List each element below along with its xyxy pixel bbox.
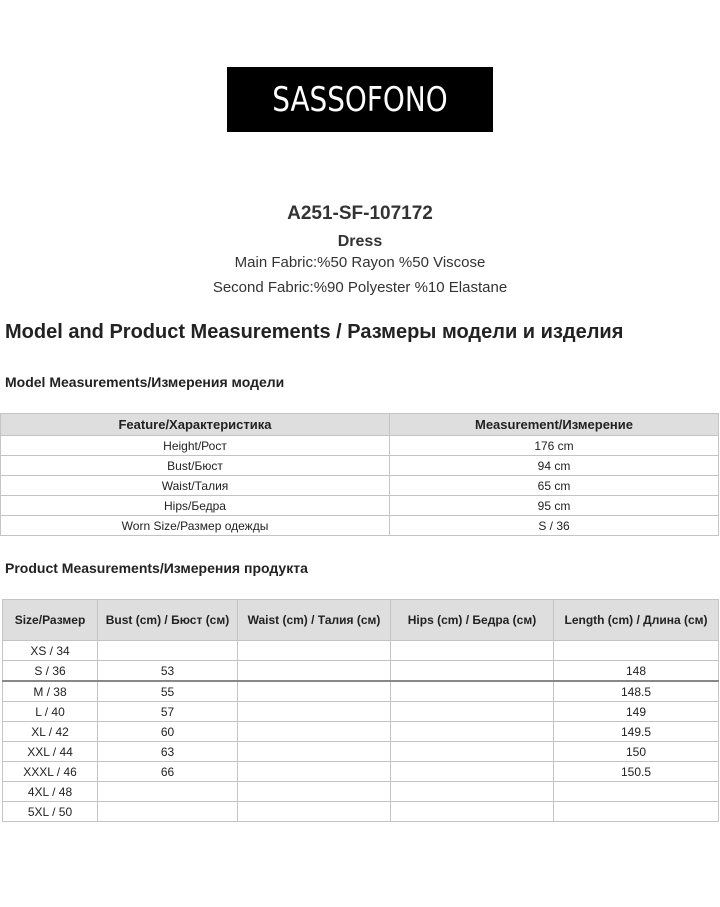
table-cell <box>391 742 554 762</box>
table-cell: 53 <box>98 661 238 682</box>
table-cell: 57 <box>98 702 238 722</box>
table-cell: 149 <box>554 702 719 722</box>
table-cell: 150.5 <box>554 762 719 782</box>
table-row <box>3 702 719 722</box>
column-header: Measurement/Измерение <box>390 414 719 436</box>
brand-logo-text: SASSOFONO <box>272 79 448 120</box>
table-header-row <box>1 414 719 436</box>
column-header: Size/Размер <box>3 600 98 641</box>
table-row <box>3 641 719 661</box>
table-cell <box>391 702 554 722</box>
table-cell: 148 <box>554 661 719 682</box>
table-cell <box>391 762 554 782</box>
table-cell <box>238 641 391 661</box>
column-header: Waist (cm) / Талия (см) <box>238 600 391 641</box>
table-cell <box>98 782 238 802</box>
table-cell: XL / 42 <box>3 722 98 742</box>
table-cell <box>391 782 554 802</box>
table-cell: Hips/Бедра <box>1 496 390 516</box>
table-cell: 65 cm <box>390 476 719 496</box>
table-cell <box>238 702 391 722</box>
table-cell: 55 <box>98 681 238 702</box>
second-fabric: Second Fabric:%90 Polyester %10 Elastane <box>212 279 508 296</box>
main-fabric: Main Fabric:%50 Rayon %50 Viscose <box>234 254 486 271</box>
table-cell <box>554 641 719 661</box>
table-cell: Height/Рост <box>1 436 390 456</box>
page-title: Model and Product Measurements / Размеры модели и изделия <box>5 321 624 343</box>
table-row <box>3 802 719 822</box>
table-cell <box>98 802 238 822</box>
table-row <box>1 516 719 536</box>
table-cell <box>238 661 391 682</box>
table-row <box>1 456 719 476</box>
table-cell <box>238 802 391 822</box>
table-cell <box>238 782 391 802</box>
table-cell: Waist/Талия <box>1 476 390 496</box>
table-cell: 148.5 <box>554 681 719 702</box>
table-header-row <box>3 600 719 641</box>
table-cell: 5XL / 50 <box>3 802 98 822</box>
table-cell: 149.5 <box>554 722 719 742</box>
table-cell: 63 <box>98 742 238 762</box>
table-cell <box>238 681 391 702</box>
product-code: A251-SF-107172 <box>287 203 433 224</box>
table-cell <box>391 641 554 661</box>
table-cell: 60 <box>98 722 238 742</box>
table-cell: Worn Size/Размер одежды <box>1 516 390 536</box>
table-cell <box>238 762 391 782</box>
table-row <box>1 496 719 516</box>
column-header: Length (cm) / Длина (см) <box>554 600 719 641</box>
table-row <box>1 476 719 496</box>
table-cell: 176 cm <box>390 436 719 456</box>
table-cell: M / 38 <box>3 681 98 702</box>
product-measurements-heading: Product Measurements/Измерения продукта <box>5 560 308 576</box>
table-cell: XXXL / 46 <box>3 762 98 782</box>
table-cell: 94 cm <box>390 456 719 476</box>
column-header: Feature/Характеристика <box>1 414 390 436</box>
table-cell: XS / 34 <box>3 641 98 661</box>
table-cell: Bust/Бюст <box>1 456 390 476</box>
table-row <box>3 782 719 802</box>
table-cell <box>554 802 719 822</box>
table-cell <box>391 661 554 682</box>
table-cell: 66 <box>98 762 238 782</box>
product-type: Dress <box>337 233 383 250</box>
table-cell <box>238 742 391 762</box>
table-cell <box>554 782 719 802</box>
table-cell <box>391 681 554 702</box>
table-row <box>3 742 719 762</box>
model-measurements-table <box>0 413 719 536</box>
table-cell: 95 cm <box>390 496 719 516</box>
table-row <box>3 661 719 682</box>
table-cell: XXL / 44 <box>3 742 98 762</box>
product-measurements-table <box>2 599 719 822</box>
table-row <box>3 681 719 702</box>
table-cell: L / 40 <box>3 702 98 722</box>
table-cell: S / 36 <box>390 516 719 536</box>
table-cell: S / 36 <box>3 661 98 682</box>
column-header: Bust (cm) / Бюст (см) <box>98 600 238 641</box>
table-cell <box>238 722 391 742</box>
table-cell <box>98 641 238 661</box>
table-cell <box>391 802 554 822</box>
model-measurements-heading: Model Measurements/Измерения модели <box>5 374 285 390</box>
table-cell: 4XL / 48 <box>3 782 98 802</box>
table-cell: 150 <box>554 742 719 762</box>
table-cell <box>391 722 554 742</box>
column-header: Hips (cm) / Бедра (см) <box>391 600 554 641</box>
table-row <box>3 762 719 782</box>
brand-logo <box>227 67 493 132</box>
table-row <box>3 722 719 742</box>
table-row <box>1 436 719 456</box>
